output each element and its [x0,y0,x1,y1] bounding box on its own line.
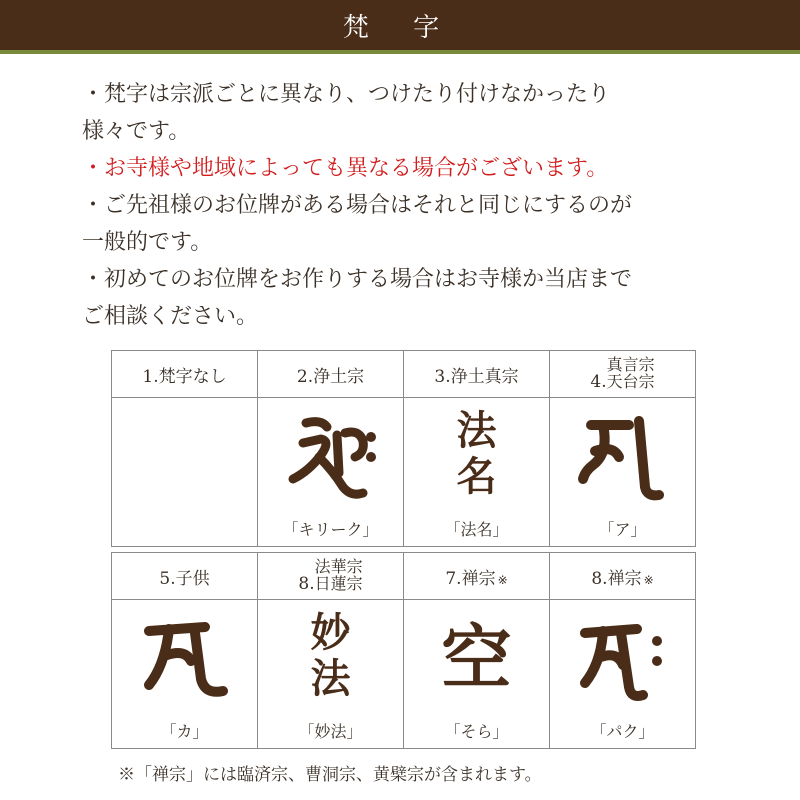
header-number: 8. [298,574,315,594]
footnote: ※「禅宗」には臨済宗、曹洞宗、黄檗宗が含まれます。 [118,765,542,785]
intro-text [82,76,722,335]
header-label-line: 真言宗 [606,355,655,374]
bonji-table-2 [111,552,696,749]
symbol-reading: 「パク」 [590,722,655,741]
header-label-stack [315,558,363,592]
symbol-cell [258,398,404,547]
symbol-reading: 「そら」 [444,722,509,741]
symbol-reading: 「キリーク」 [282,520,379,539]
page-header [0,0,800,50]
header-label-line: 天台宗 [606,372,655,391]
note-mark: ※ [643,572,654,587]
header-cell [112,351,258,398]
header-label: 2.浄土宗 [296,366,365,387]
intro-warning-line: ・お寺様や地域によっても異なる場合がございます。 [82,156,609,181]
header-cell [550,351,696,398]
header-cell [404,553,550,600]
kiriku-bonji-icon [281,412,381,504]
kanji-char: 法 [456,407,497,454]
symbol-reading: 「カ」 [160,722,209,741]
kanji-char: 名 [456,453,497,500]
symbol-reading: 「法名」 [444,520,509,539]
sora-kanji: 空 [441,616,512,699]
kanji-char: 法 [310,655,351,702]
symbol-cell-empty [112,398,258,547]
header-cell [112,553,258,600]
header-cell [258,553,404,600]
kanji-char: 妙 [310,609,351,656]
symbol-cell [404,398,550,547]
intro-line: 様々です。 [82,119,191,144]
symbol-cell [550,398,696,547]
symbol-cell [404,600,550,749]
symbol-cell [258,600,404,749]
symbol-reading: 「ア」 [598,520,647,539]
symbol-cell [112,600,258,749]
paku-bonji-icon [573,614,673,706]
intro-line: ご相談ください。 [82,304,259,329]
homyo-kanji [404,408,549,500]
intro-line: ・ご先祖様のお位牌がある場合はそれと同じにするのが [82,193,633,218]
symbol-reading: 「妙法」 [298,722,363,741]
header-accent-line [0,50,800,54]
note-mark: ※ [497,572,508,587]
header-number: 4. [590,372,607,392]
ka-bonji-icon [135,614,235,706]
header-label: 5.子供 [159,568,210,589]
header-cell [404,351,550,398]
intro-line: 一般的です。 [82,230,213,255]
symbol-cell [550,600,696,749]
header-label: 7.禅宗 [445,568,496,589]
header-label-line: 法華宗 [314,557,363,576]
intro-line: ・梵字は宗派ごとに異なり、つけたり付けなかったり [82,82,611,107]
header-label: 1.梵字なし [142,366,227,387]
header-label: 8.禅宗 [591,568,642,589]
header-label-stack [607,356,655,390]
intro-line: ・初めてのお位牌をお作りする場合はお寺様か当店まで [82,267,633,292]
header-label-line: 日蓮宗 [314,574,363,593]
header-label: 3.浄土真宗 [434,366,519,387]
header-cell [258,351,404,398]
bonji-table-1 [111,350,696,547]
header-cell [550,553,696,600]
a-bonji-icon [573,412,673,504]
myoho-kanji [258,610,403,702]
page-title: 梵 字 [342,12,458,43]
